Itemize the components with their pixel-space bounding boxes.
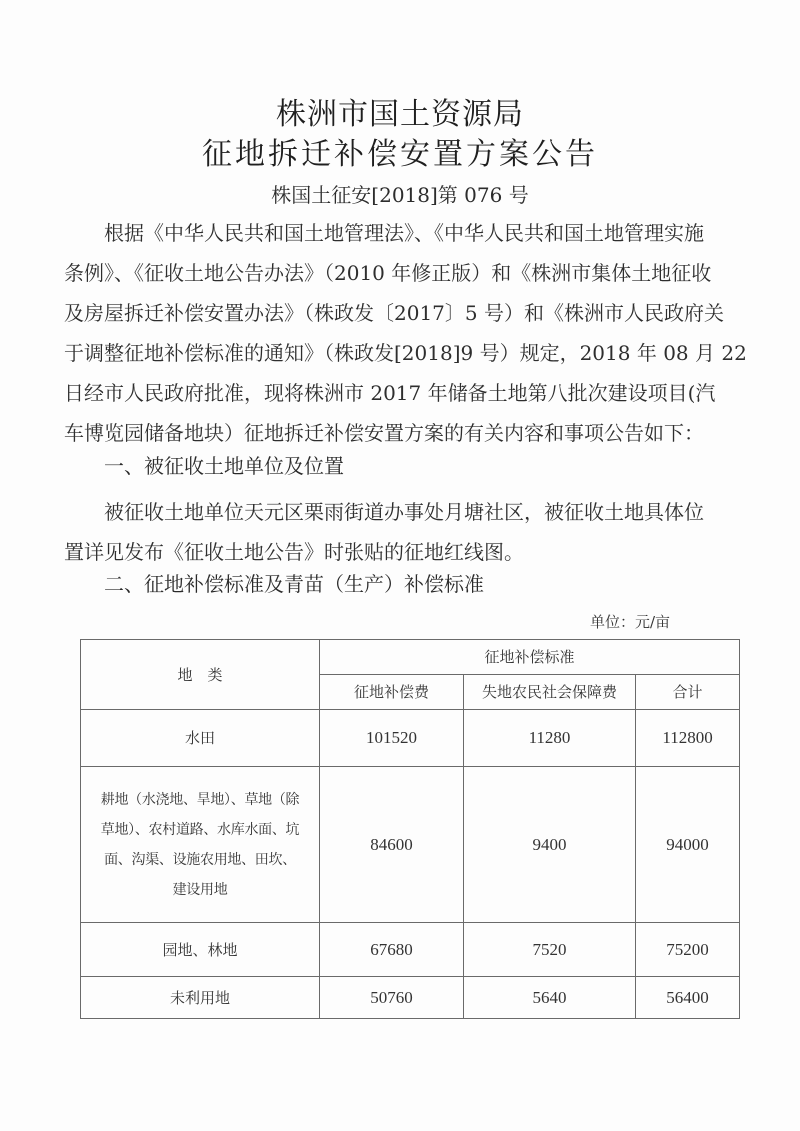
- land-type-line: 面、沟渠、设施农用地、田坎、: [104, 851, 296, 868]
- document-number: 株国土征安[2018]第 076 号: [271, 183, 529, 207]
- intro-paragraph: [64, 213, 764, 453]
- intro-line: 及房屋拆迁补偿安置办法》（株政发〔2017〕5 号）和《株洲市人民政府关: [64, 301, 724, 325]
- header-land-type: [81, 640, 320, 710]
- cell-social-security-fee: 9400: [464, 767, 636, 923]
- intro-line: 于调整征地补偿标准的通知》（株政发[2018]9 号）规定，2018 年 08 月 22: [64, 341, 747, 365]
- intro-line: 车博览园储备地块）征地拆迁补偿安置方案的有关内容和事项公告如下：: [64, 421, 704, 445]
- table-row: [81, 767, 740, 923]
- cell-total: 56400: [636, 977, 740, 1019]
- header-social-security-fee: 失地农民社会保障费: [464, 675, 636, 710]
- cell-land-type: [81, 767, 320, 923]
- cell-land-type: 园地、林地: [81, 923, 320, 977]
- cell-social-security-fee: 7520: [464, 923, 636, 977]
- table-row: [81, 923, 740, 977]
- title-agency: 株洲市国土资源局: [276, 97, 524, 132]
- cell-compensation-fee: 101520: [320, 710, 464, 767]
- header-land-type-label: 地 类: [177, 665, 223, 684]
- cell-total: 75200: [636, 923, 740, 977]
- land-type-line: 草地）、农村道路、水库水面、坑: [100, 821, 300, 838]
- intro-line: 条例》、《征收土地公告办法》（2010 年修正版）和《株洲市集体土地征收: [64, 261, 712, 285]
- table-row: [81, 977, 740, 1019]
- header-compensation-standard: 征地补偿标准: [320, 640, 740, 675]
- cell-social-security-fee: 5640: [464, 977, 636, 1019]
- intro-line: 日经市人民政府批准，现将株洲市 2017 年储备土地第八批次建设项目(汽: [64, 381, 716, 405]
- cell-land-type: 水田: [81, 710, 320, 767]
- table-header-row: [81, 640, 740, 675]
- section1-paragraph: [64, 492, 764, 572]
- cell-social-security-fee: 11280: [464, 710, 636, 767]
- section1-line: 置详见发布《征收土地公告》时张贴的征地红线图。: [64, 540, 524, 564]
- cell-compensation-fee: 50760: [320, 977, 464, 1019]
- cell-total: 112800: [636, 710, 740, 767]
- land-type-line: 耕地（水浇地、旱地）、草地（除: [100, 791, 300, 808]
- table-row: [81, 710, 740, 767]
- compensation-table: [80, 639, 740, 1019]
- land-type-line: 建设用地: [172, 881, 228, 898]
- header-total: 合计: [636, 675, 740, 710]
- intro-line: 根据《中华人民共和国土地管理法》、《中华人民共和国土地管理实施: [104, 221, 704, 245]
- section2-heading: 二、征地补偿标准及青苗（生产）补偿标准: [104, 572, 484, 596]
- header-compensation-fee: 征地补偿费: [320, 675, 464, 710]
- unit-label: 单位：元/亩: [590, 613, 671, 631]
- title-notice: 征地拆迁补偿安置方案公告: [202, 137, 598, 172]
- section1-heading: 一、被征收土地单位及位置: [104, 454, 344, 478]
- section1-line: 被征收土地单位天元区栗雨街道办事处月塘社区，被征收土地具体位: [104, 500, 704, 524]
- cell-compensation-fee: 67680: [320, 923, 464, 977]
- cell-total: 94000: [636, 767, 740, 923]
- cell-compensation-fee: 84600: [320, 767, 464, 923]
- cell-land-type: 未利用地: [81, 977, 320, 1019]
